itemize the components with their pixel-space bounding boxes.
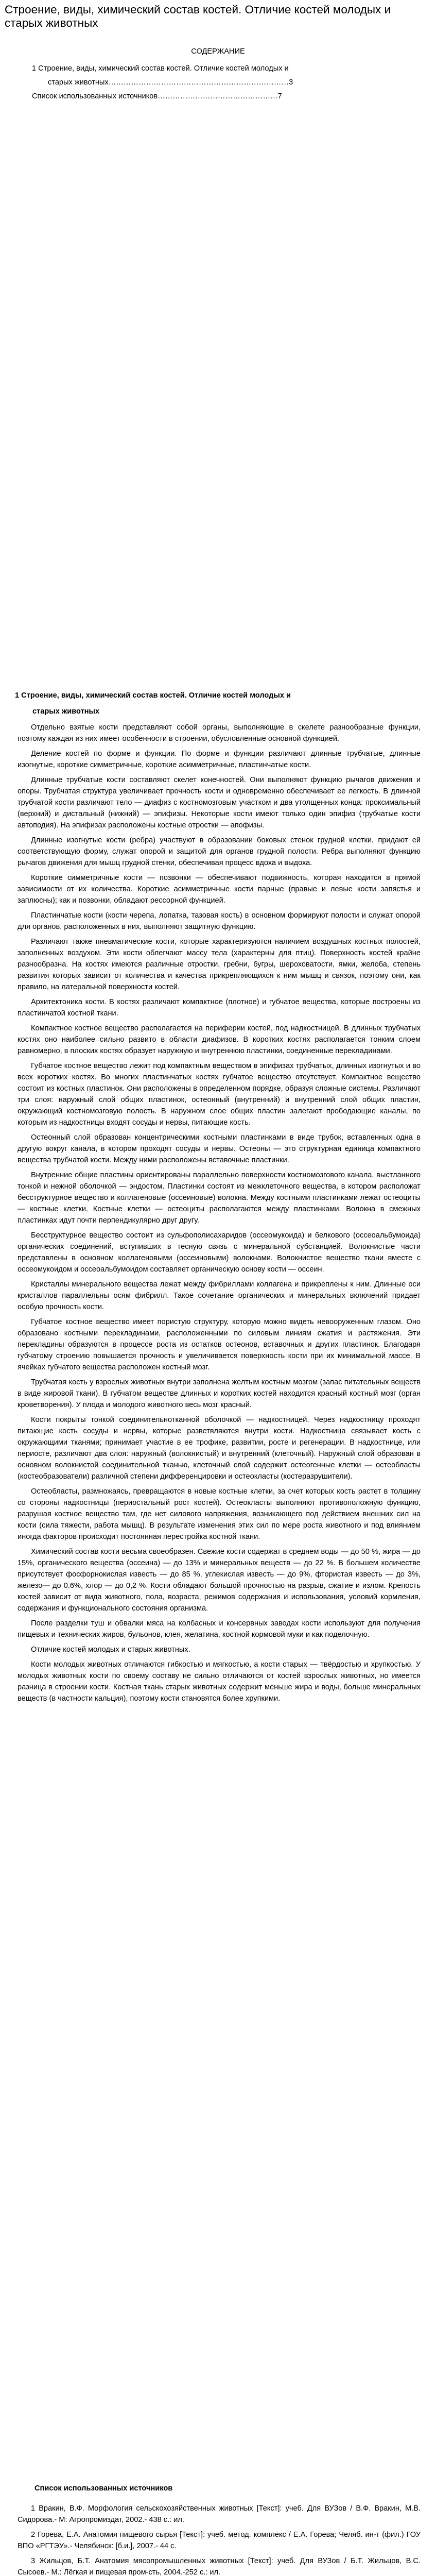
section-1-paragraph: Кости покрыты тонкой соединительнотканной оболочкой — надкостницей. Через надкостницу проходят питающие кость сосуды и нервы, которые разветвляются внутри кости. Надкостница связывает кость с окружающими тканями; принимает участие в ее трофике, развитии, росте и регенерации. В надкостнице, или периосте, различают два слоя: наружный (волокнистый) и внутренний (клеточный). Наружный слой образован в основном волокнистой соединительной тканью, клеточный слой содержит остеогенные клетки — остеобласты (костеобразователи) различной степени дифференцировки и остеокласты (костеразрушители). (18, 1416, 421, 1481)
references-heading: Список использованных источников (34, 2484, 173, 2493)
section-1-paragraph: Остеобласты, размножаясь, превращаются в новые костные клетки, за счет которых кость растет в толщину со стороны надкостницы (периостальный рост костей). Остеокласты выполняют противоположную функцию, разрушая костное вещество там, где нет силового напряжения, возникающего под действием внешних сил на кости (сила тяжести, работа мышц). В результате изменения этих сил по мере роста животного и под влиянием иногда факторов происходит постоянная перестройка костной ткани. (18, 1487, 421, 1541)
section-1-paragraph: Кристаллы минерального вещества лежат между фибриллами коллагена и прикреплены к ним. Длинные оси кристаллов параллельны осям фибрилл. Такое сочетание органических и минеральных включений придает особую прочность кости. (18, 1280, 421, 1311)
section-1-paragraph: Отличие костей молодых и старых животных. (31, 1646, 190, 1654)
references (0, 2482, 436, 2576)
section-1-paragraph: Бесструктурное вещество состоит из сульфополисахаридов (оссеомукоида) и белкового (оссеоальбумоида) органических соединений, вступивших в тесную связь с минеральной субстанцией. Волокнистые части представлены в основном коллагеновыми (оссеиновыми) волокнами. Волокнистое вещество ткани вместе с оссеомукоидом и оссеоальбумоидом составляет органическую основу кости — оссеин. (18, 1231, 421, 1274)
section-1-paragraph: Внутренние общие пластины ориентированы параллельно поверхности костномозгового канала, выстланного тонкой и нежной оболочкой — эндостом. Пластинки состоят из межклеточного вещества, в котором расположат бесструктурное вещество и коллагеновые (оссеиновые) волокна. Между костными пластинками лежат остеоциты — костные клетки. Костные клетки — остеоциты располагаются между пластинками. Волокна в смежных пластинках идут почти перпендикулярно друг другу. (18, 1171, 421, 1225)
toc-item-references: Список использованных источников…………………………………………7 (32, 92, 282, 100)
section-1-paragraph: Остеонный слой образован концентрическими костными пластинками в виде трубок, вставленных одна в другую вокруг канала, в котором проходят сосуды и нервы. Остеоны — это структурная единица компактного вещества трубчатой кости. Между ними расположены вставочные пластинки. (18, 1133, 421, 1164)
section-1-paragraph: Архитектоника кости. В костях различают компактное (плотное) и губчатое вещества, которые построены из пластинчатой костной ткани. (18, 998, 421, 1018)
toc-item-section1-line2: старых животных………………………………………………………………3 (48, 78, 293, 87)
section-1-paragraph: Губчатое костное вещество лежит под компактным веществом в эпифизах трубчатых, длинных изогнутых и во всех коротких костях. Во многих пластинчатых костях губчатое вещество отсутствует. Компактное вещество состоит из костных пластинок. Они расположены в определенном порядке, образуя сложные системы. Различают три слоя: наружный слой общих пластинок, остеонный (внутренний) и внутренний слой общих пластин, окружающий костномозговую полость. В наружном слое общих пластин залегают прободающие каналы, по которым из надкостницы входят сосуды и нервы, питающие кость. (18, 1062, 421, 1127)
toc-heading: СОДЕРЖАНИЕ (191, 47, 245, 56)
references-list (18, 2503, 421, 2576)
section-1-body (18, 722, 421, 1704)
section-1-paragraph: Губчатое костное вещество имеет пористую структуру, которую можно видеть невооруженным глазом. Оно образовано костными перекладинами, расположенными по силовым линиям сжатия и растяжения. Эти перекладины образуются в процессе роста из остатков остеонов, вставочных и других пластинок. Благодаря губчатому строению повышается прочность и увеличивается поверхность кости при их минимальной массе. В ячейках губчатого вещества расположен костный мозг. (18, 1318, 421, 1371)
section-1-paragraph: Кости молодых животных отличаются гибкостью и мягкостью, а кости старых — твёрдостью и хрупкостью. У молодых животных кости по своему составу не сильно отличаются от костей взрослых животных, но имеется разница в строении кости. Костная ткань старых животных содержит меньше жира и воды, больше минеральных веществ (в частности кальция), поэтому кости становятся более хрупкими. (18, 1660, 421, 1703)
section-1 (0, 689, 436, 1708)
reference-item: 1 Вракин, В.Ф. Морфология сельскохозяйственных животных [Текст]: учеб. Для ВУЗов / В.Ф. Вракин, М.В. Сидорова.- М: Агропромиздат, 2002.- 438 с.: ил. (18, 2504, 421, 2524)
section-1-heading-line2: старых животных (32, 707, 100, 716)
section-1-paragraph: Трубчатая кость у взрослых животных внутри заполнена желтым костным мозгом (запас питательных веществ в виде жировой ткани). В губчатом веществе длинных и коротких костей находится красный костный мозг (орган кроветворения). У плода и молодого животного весь мозг красный. (18, 1378, 421, 1409)
section-1-heading-line1: 1 Строение, виды, химический состав костей. Отличие костей молодых и (15, 691, 291, 700)
section-1-paragraph: Длинные изогнутые кости (ребра) участвуют в образовании боковых стенок грудной клетки, придают ей соответствующую форму, служат опорой и защитой для органов грудной полости. Ребра выполняют функцию рычагов движения для мышц грудной стенки, обеспечивая процесс вдоха и выдоха. (18, 836, 421, 867)
toc-item-section1-line1: 1 Строение, виды, химический состав костей. Отличие костей молодых и (32, 64, 289, 73)
section-1-paragraph: Различают также пневматические кости, которые характеризуются наличием воздушных костных полостей, заполненных воздухом. Эти кости облегчают массу тела (характерны для птиц). Поверхность костей крайне разнообразна. На костях имеются различные отростки, гребни, бугры, шероховатости, ямки, желоба, степень развития которых зависит от количества и качества прикрепляющихся к ним мышц и связок, поэтому они, как правило, на латеральной поверхности костей. (18, 938, 421, 991)
reference-item: 2 Горева, Е.А. Анатомия пищевого сырья [Текст]: учеб. метод. комплекс / Е.А. Горева; Челяб. ин-т (фил.) ГОУ ВПО «РГТЭУ».- Челябинск: [б.и.], 2007.- 44 с. (18, 2531, 421, 2550)
section-1-paragraph: Отдельно взятые кости представляют собой органы, выполняющие в скелете разнообразные функции, поэтому каждая из них имеет особенности в строении, обусловленные основной функцией. (18, 723, 421, 743)
section-1-paragraph: Короткие симметричные кости — позвонки — обеспечивают подвижность, которая находится в прямой зависимости от их количества. Короткие асимметричные кости парные (правые и левые кости запястья и заплюсны); как и позвонки, обладают рессорной функцией. (18, 874, 421, 905)
section-1-paragraph: Пластинчатые кости (кости черепа, лопатка, тазовая кость) в основном формируют полости и служат опорой для органов, расположенных в них, выполняют защитную функцию. (18, 911, 421, 931)
reference-item: 3 Жильцов, Б.Т. Анатомия мясопромышленных животных [Текст]: учеб. Для ВУЗов / Б.Т. Жильцов, В.С. Сысоев.- М.: Лёгкая и пищевая пром-сть, 2004.-252 с.: ил. (18, 2557, 421, 2576)
section-1-paragraph: Химический состав кости весьма своеобразен. Свежие кости содержат в среднем воды — до 50 %, жира — до 15%, органического вещества (оссеина) — до 13% и минеральных веществ — до 22 %. В большем количестве присутствует фосфорнокислая известь — до 85 %, углекислая известь — до 9%, фтористая известь — до 3%, железо— до 0.6%, хлор — до 0,2 %. Кости обладают большой прочностью на разрыв, сжатие и излом. Крепость костей зависит от вида животного, пола, возраста, режимов содержания и использования, условий кормления, содержания и функционального состояния организма. (18, 1548, 421, 1613)
section-1-paragraph: Деление костей по форме и функции. По форме и функции различают длинные трубчатые, длинные изогнутые, короткие симметричные, короткие асимметричные, пластинчатые кости. (18, 750, 421, 769)
section-1-paragraph: Длинные трубчатые кости составляют скелет конечностей. Они выполняют функцию рычагов движения и опоры. Трубчатая структура увеличивает прочность кости и одновременно обеспечивает ее легкость. В длинной трубчатой кости различают тело — диафиз с костномозговым участком и два утолщенных конца: проксимальный (верхний) и дистальный (нижний) — эпифизы. Некоторые кости имеют только один эпифиз (трубчатые кости автоподия). На эпифизах расположены костные отростки — апофизы. (18, 776, 421, 829)
section-1-paragraph: Компактное костное вещество располагается на периферии костей, под надкостницей. В длинных трубчатых костях оно наиболее сильно развито в области диафизов. В коротких костях располагается тонким слоем равномерно, в плоских костях образует наружную и внутреннюю пластинки, соединенные перекладинами. (18, 1024, 421, 1055)
document-title: Строение, виды, химический состав костей. Отличие костей молодых и старых животных (5, 3, 391, 29)
section-1-paragraph: После разделки туш и обвалки мяса на колбасных и консервных заводах кости используют для получения пищевых и технических жиров, бульонов, клея, желатина, костной кормовой муки и как поделочную. (18, 1619, 421, 1639)
